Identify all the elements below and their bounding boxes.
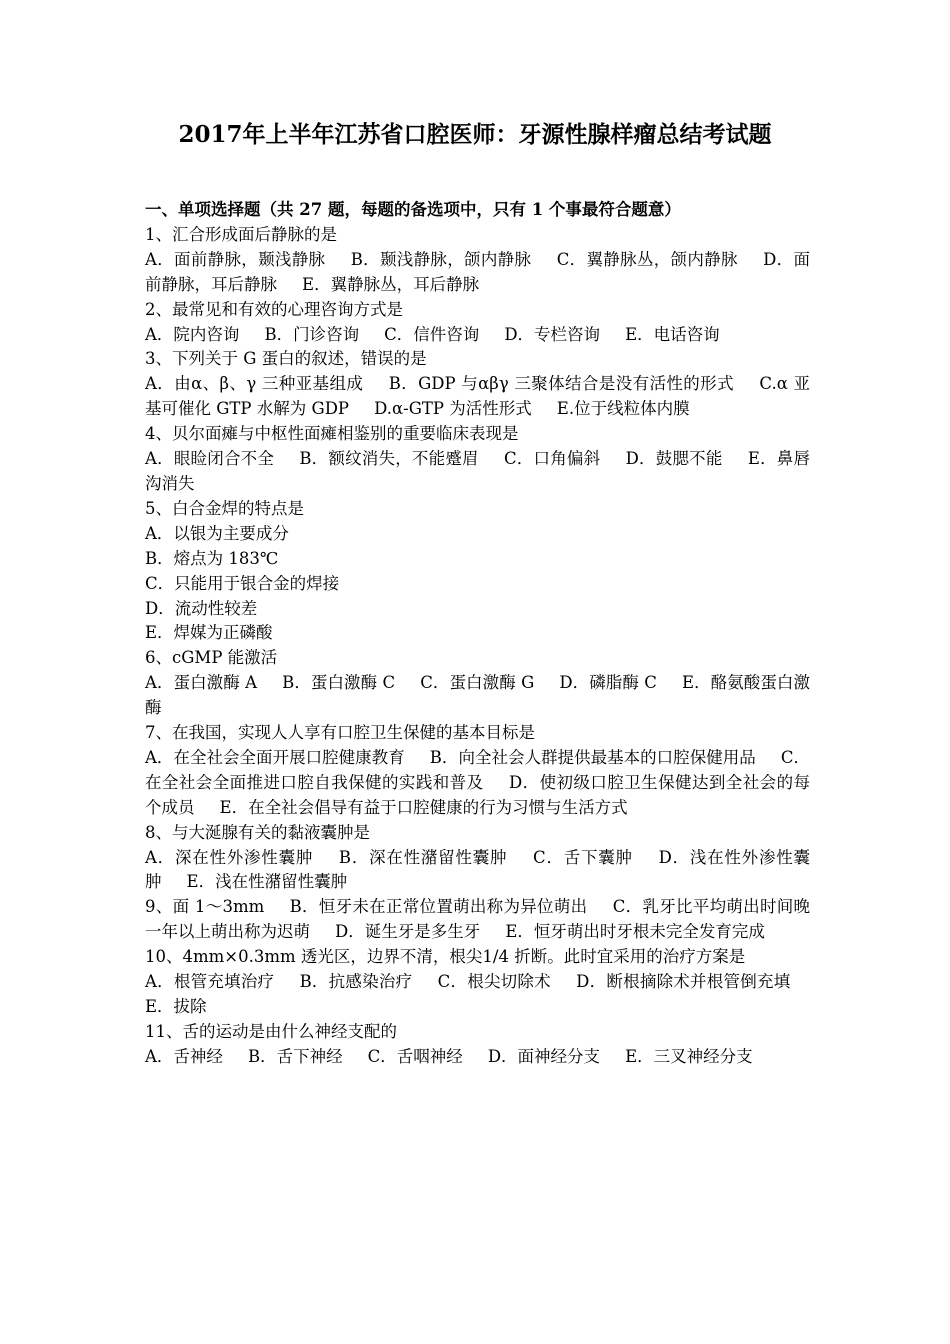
option-e: E．恒牙萌出时牙根未完全发育完成	[505, 922, 765, 942]
option-a: A．院内咨询	[145, 324, 240, 344]
option-c: C．乳牙比平均萌出时间晚一年以上萌出称为迟萌	[145, 897, 811, 942]
question-1	[145, 223, 810, 298]
question-stem: 10、4mm×0.3mm 透光区，边界不清，根尖1/4 折断。此时宜采用的治疗方案是	[145, 947, 746, 967]
option-e: E．在全社会倡导有益于口腔健康的行为习惯与生活方式	[219, 797, 628, 817]
option-b: B．恒牙未在正常位置萌出称为异位萌出	[289, 897, 588, 917]
option-e: E．三叉神经分支	[625, 1046, 753, 1066]
option-d: D．面前静脉，耳后静脉	[145, 249, 810, 294]
option-c: C．翼静脉丛，颌内静脉	[556, 249, 738, 269]
option-b: B．额纹消失，不能蹙眉	[299, 449, 479, 469]
option-b: B．颞浅静脉，颌内静脉	[350, 249, 532, 269]
option-b: B．舌下神经	[247, 1046, 343, 1066]
option-a: A．以银为主要成分	[145, 523, 289, 543]
option-b: B．深在性潴留性囊肿	[338, 847, 508, 867]
question-5	[145, 497, 810, 646]
question-2	[145, 298, 810, 348]
option-b: B．门诊咨询	[264, 324, 360, 344]
document-title: 2017年上半年江苏省口腔医师：牙源性腺样瘤总结考试题	[178, 121, 772, 148]
option-a: A．面前静脉，颞浅静脉	[145, 249, 326, 269]
option-e: E．拔除	[145, 997, 207, 1016]
option-d: D．断根摘除术并根管倒充填	[576, 972, 791, 992]
question-options	[145, 846, 810, 896]
option-e: E．电话咨询	[625, 324, 720, 344]
option-d: D．浅在性外渗性囊肿	[145, 847, 810, 892]
question-stem: 4、贝尔面瘫与中枢性面瘫相鉴别的重要临床表现是	[145, 424, 519, 444]
question-8	[145, 821, 810, 896]
option-d: D．鼓腮不能	[625, 449, 723, 469]
question-stem: 8、与大涎腺有关的黏液囊肿是	[145, 822, 370, 842]
option-e: E.位于线粒体内膜	[556, 399, 690, 419]
option-b: B．抗感染治疗	[299, 972, 413, 992]
question-options	[145, 895, 810, 945]
option-e: E．酪氨酸蛋白激酶	[145, 673, 810, 718]
question-stem: 1、汇合形成面后静脉的是	[145, 224, 337, 244]
option-c: C．信件咨询	[384, 324, 480, 344]
option-e: E．浅在性潴留性囊肿	[186, 872, 348, 892]
option-e: E．翼静脉丛，耳后静脉	[302, 274, 480, 294]
question-options	[145, 1045, 810, 1070]
option-d: D．诞生牙是多生牙	[335, 922, 481, 942]
option-b: B．GDP 与αβγ 三聚体结合是没有活性的形式	[388, 374, 734, 394]
question-9	[145, 895, 810, 945]
question-options	[145, 372, 810, 422]
document-body	[145, 198, 810, 1070]
option-d: D．使初级口腔卫生保健达到全社会的每个成员	[145, 772, 811, 817]
question-10	[145, 945, 810, 1020]
option-d: D．流动性较差	[145, 598, 258, 618]
option-e: E．焊媒为正磷酸	[145, 623, 273, 643]
option-e: E．鼻唇沟消失	[145, 449, 810, 493]
question-stem: 3、下列关于 G 蛋白的叙述，错误的是	[145, 349, 427, 369]
option-c: C.α 亚基可催化 GTP 水解为 GDP	[145, 374, 810, 419]
option-c: C．在全社会全面推进口腔自我保健的实践和普及	[145, 747, 810, 792]
option-c: C．口角偏斜	[503, 449, 601, 469]
option-d: D．专栏咨询	[504, 324, 601, 344]
option-c: C．只能用于银合金的焊接	[145, 573, 340, 593]
section-heading: 一、单项选择题（共 27 题，每题的备选项中，只有 1 个事最符合题意）	[145, 200, 681, 219]
question-stem: 5、白合金焊的特点是	[145, 498, 304, 518]
option-c: C．根尖切除术	[437, 972, 551, 992]
option-b: B．蛋白激酶 C	[282, 673, 396, 693]
option-a: A．由α、β、γ 三种亚基组成	[145, 374, 364, 394]
question-options	[145, 447, 810, 497]
option-b: B．向全社会人群提供最基本的口腔保健用品	[429, 747, 756, 767]
question-stem: 9、面 1～3mm	[145, 897, 265, 917]
option-a: A．蛋白激酶 A	[145, 673, 258, 693]
question-options	[145, 970, 810, 1020]
question-4	[145, 422, 810, 497]
question-stem: 6、cGMP 能激活	[145, 648, 278, 668]
question-stem: 7、在我国，实现人人享有口腔卫生保健的基本目标是	[145, 723, 535, 743]
option-a: A．眼睑闭合不全	[145, 449, 275, 469]
option-d: D.α-GTP 为活性形式	[374, 399, 532, 419]
option-a: A．深在性外渗性囊肿	[145, 847, 314, 867]
option-a: A．在全社会全面开展口腔健康教育	[145, 747, 405, 767]
option-d: D．面神经分支	[487, 1046, 601, 1066]
question-stem: 11、舌的运动是由什么神经支配的	[145, 1021, 397, 1041]
question-11	[145, 1020, 810, 1070]
question-7	[145, 721, 810, 821]
question-options	[145, 746, 810, 821]
option-c: C．舌咽神经	[367, 1046, 463, 1066]
question-options	[145, 248, 810, 298]
option-c: C．舌下囊肿	[533, 847, 633, 867]
option-b: B．熔点为 183℃	[145, 548, 279, 568]
question-3	[145, 347, 810, 422]
question-stem: 2、最常见和有效的心理咨询方式是	[145, 299, 403, 319]
question-6	[145, 646, 810, 721]
option-d: D．磷脂酶 C	[559, 673, 657, 693]
question-options	[145, 671, 810, 721]
option-c: C．蛋白激酶 G	[420, 673, 535, 693]
option-a: A．舌神经	[145, 1046, 223, 1066]
option-a: A．根管充填治疗	[145, 972, 275, 992]
question-options	[145, 323, 810, 348]
